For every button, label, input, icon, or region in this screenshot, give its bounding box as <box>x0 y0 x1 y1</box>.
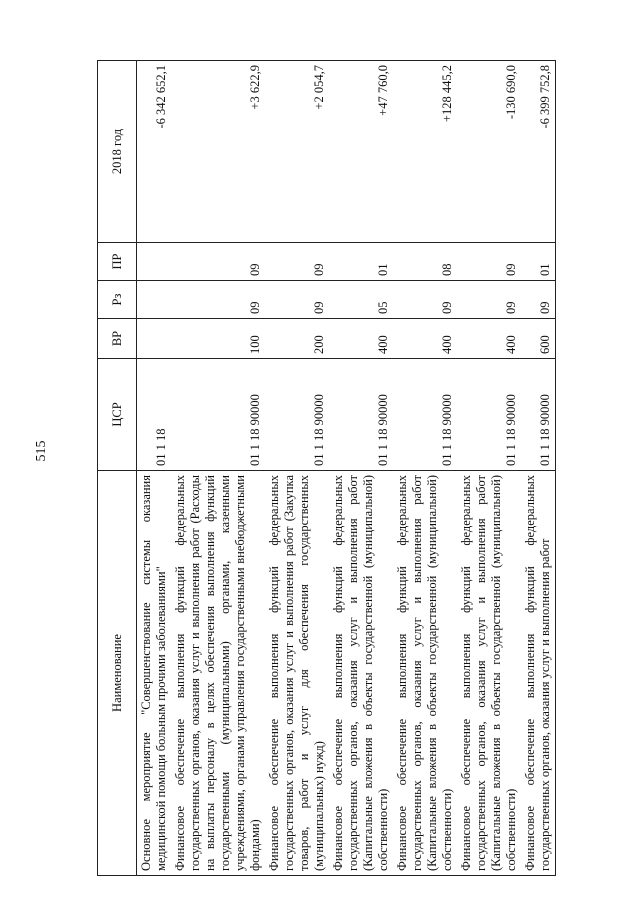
row-sum: -130 690,0 <box>457 61 521 243</box>
row-rz: 09 <box>171 281 265 319</box>
row-csr: 01 1 18 90000 <box>265 359 329 471</box>
row-pr: 01 <box>329 243 393 281</box>
row-sum: +2 054,7 <box>265 61 329 243</box>
header-pr: ПР <box>98 243 137 281</box>
row-csr: 01 1 18 90000 <box>329 359 393 471</box>
header-name: Наименование <box>98 471 137 876</box>
row-rz: 09 <box>265 281 329 319</box>
header-csr: ЦСР <box>98 359 137 471</box>
row-vr: 600 <box>521 319 556 359</box>
row-rz: 09 <box>457 281 521 319</box>
header-vr: ВР <box>98 319 137 359</box>
row-rz: 05 <box>329 281 393 319</box>
row-pr: 09 <box>457 243 521 281</box>
row-name: Финансовое обеспечение выполнения функций федеральных государственных органов, оказания услуг и выполнения работ (Расходы на выплаты персоналу в целях обеспечения выполнения функций государственными (муниципальными) органами, казенными учреждениями, органами управления государственными внебюджетными фондами) <box>171 471 265 876</box>
header-rz: Рз <box>98 281 137 319</box>
row-pr: 01 <box>521 243 556 281</box>
row-vr: 400 <box>393 319 457 359</box>
budget-table-rotated <box>97 61 602 876</box>
row-vr: 400 <box>457 319 521 359</box>
row-pr: 09 <box>265 243 329 281</box>
table-row <box>137 61 172 876</box>
table-header-row <box>98 61 137 876</box>
table-row <box>393 61 457 876</box>
row-name: Финансовое обеспечение выполнения функций федеральных государственных органов, оказания услуг и выполнения работ <box>521 471 556 876</box>
row-csr: 01 1 18 90000 <box>171 359 265 471</box>
page-number: 515 <box>34 440 49 462</box>
row-vr: 100 <box>171 319 265 359</box>
row-sum: -6 342 652,1 <box>137 61 172 243</box>
row-pr <box>137 243 172 281</box>
row-pr: 08 <box>393 243 457 281</box>
row-rz <box>137 281 172 319</box>
row-vr: 400 <box>329 319 393 359</box>
row-csr: 01 1 18 90000 <box>521 359 556 471</box>
row-rz: 09 <box>521 281 556 319</box>
row-pr: 09 <box>171 243 265 281</box>
table-row <box>171 61 265 876</box>
row-rz: 09 <box>393 281 457 319</box>
table-row <box>521 61 556 876</box>
header-sum: 2018 год <box>98 61 137 243</box>
row-csr: 01 1 18 90000 <box>393 359 457 471</box>
row-sum: +3 622,9 <box>171 61 265 243</box>
row-name: Финансовое обеспечение выполнения функций федеральных государственных органов, оказания услуг и выполнения работ (Капитальные вложения в объекты государственной (муниципальной) собственности) <box>329 471 393 876</box>
budget-table <box>97 60 556 876</box>
row-name: Основное мероприятие "Совершенствование системы оказания медицинской помощи больным прочими заболеваниями" <box>137 471 172 876</box>
row-sum: +128 445,2 <box>393 61 457 243</box>
row-vr <box>137 319 172 359</box>
row-sum: -6 399 752,8 <box>521 61 556 243</box>
table-row <box>265 61 329 876</box>
row-csr: 01 1 18 90000 <box>457 359 521 471</box>
row-vr: 200 <box>265 319 329 359</box>
row-name: Финансовое обеспечение выполнения функций федеральных государственных органов, оказания услуг и выполнения работ (Капитальные вложения в объекты государственной (муниципальной) собственности) <box>457 471 521 876</box>
table-row <box>329 61 393 876</box>
table-row <box>457 61 521 876</box>
row-name: Финансовое обеспечение выполнения функций федеральных государственных органов, оказания услуг и выполнения работ (Капитальные вложения в объекты государственной (муниципальной) собственности) <box>393 471 457 876</box>
row-csr: 01 1 18 <box>137 359 172 471</box>
row-sum: +47 760,0 <box>329 61 393 243</box>
row-name: Финансовое обеспечение выполнения функций федеральных государственных органов, оказания услуг и выполнения работ (Закупка товаров, работ и услуг для обеспечения государственных (муниципальных) нужд) <box>265 471 329 876</box>
